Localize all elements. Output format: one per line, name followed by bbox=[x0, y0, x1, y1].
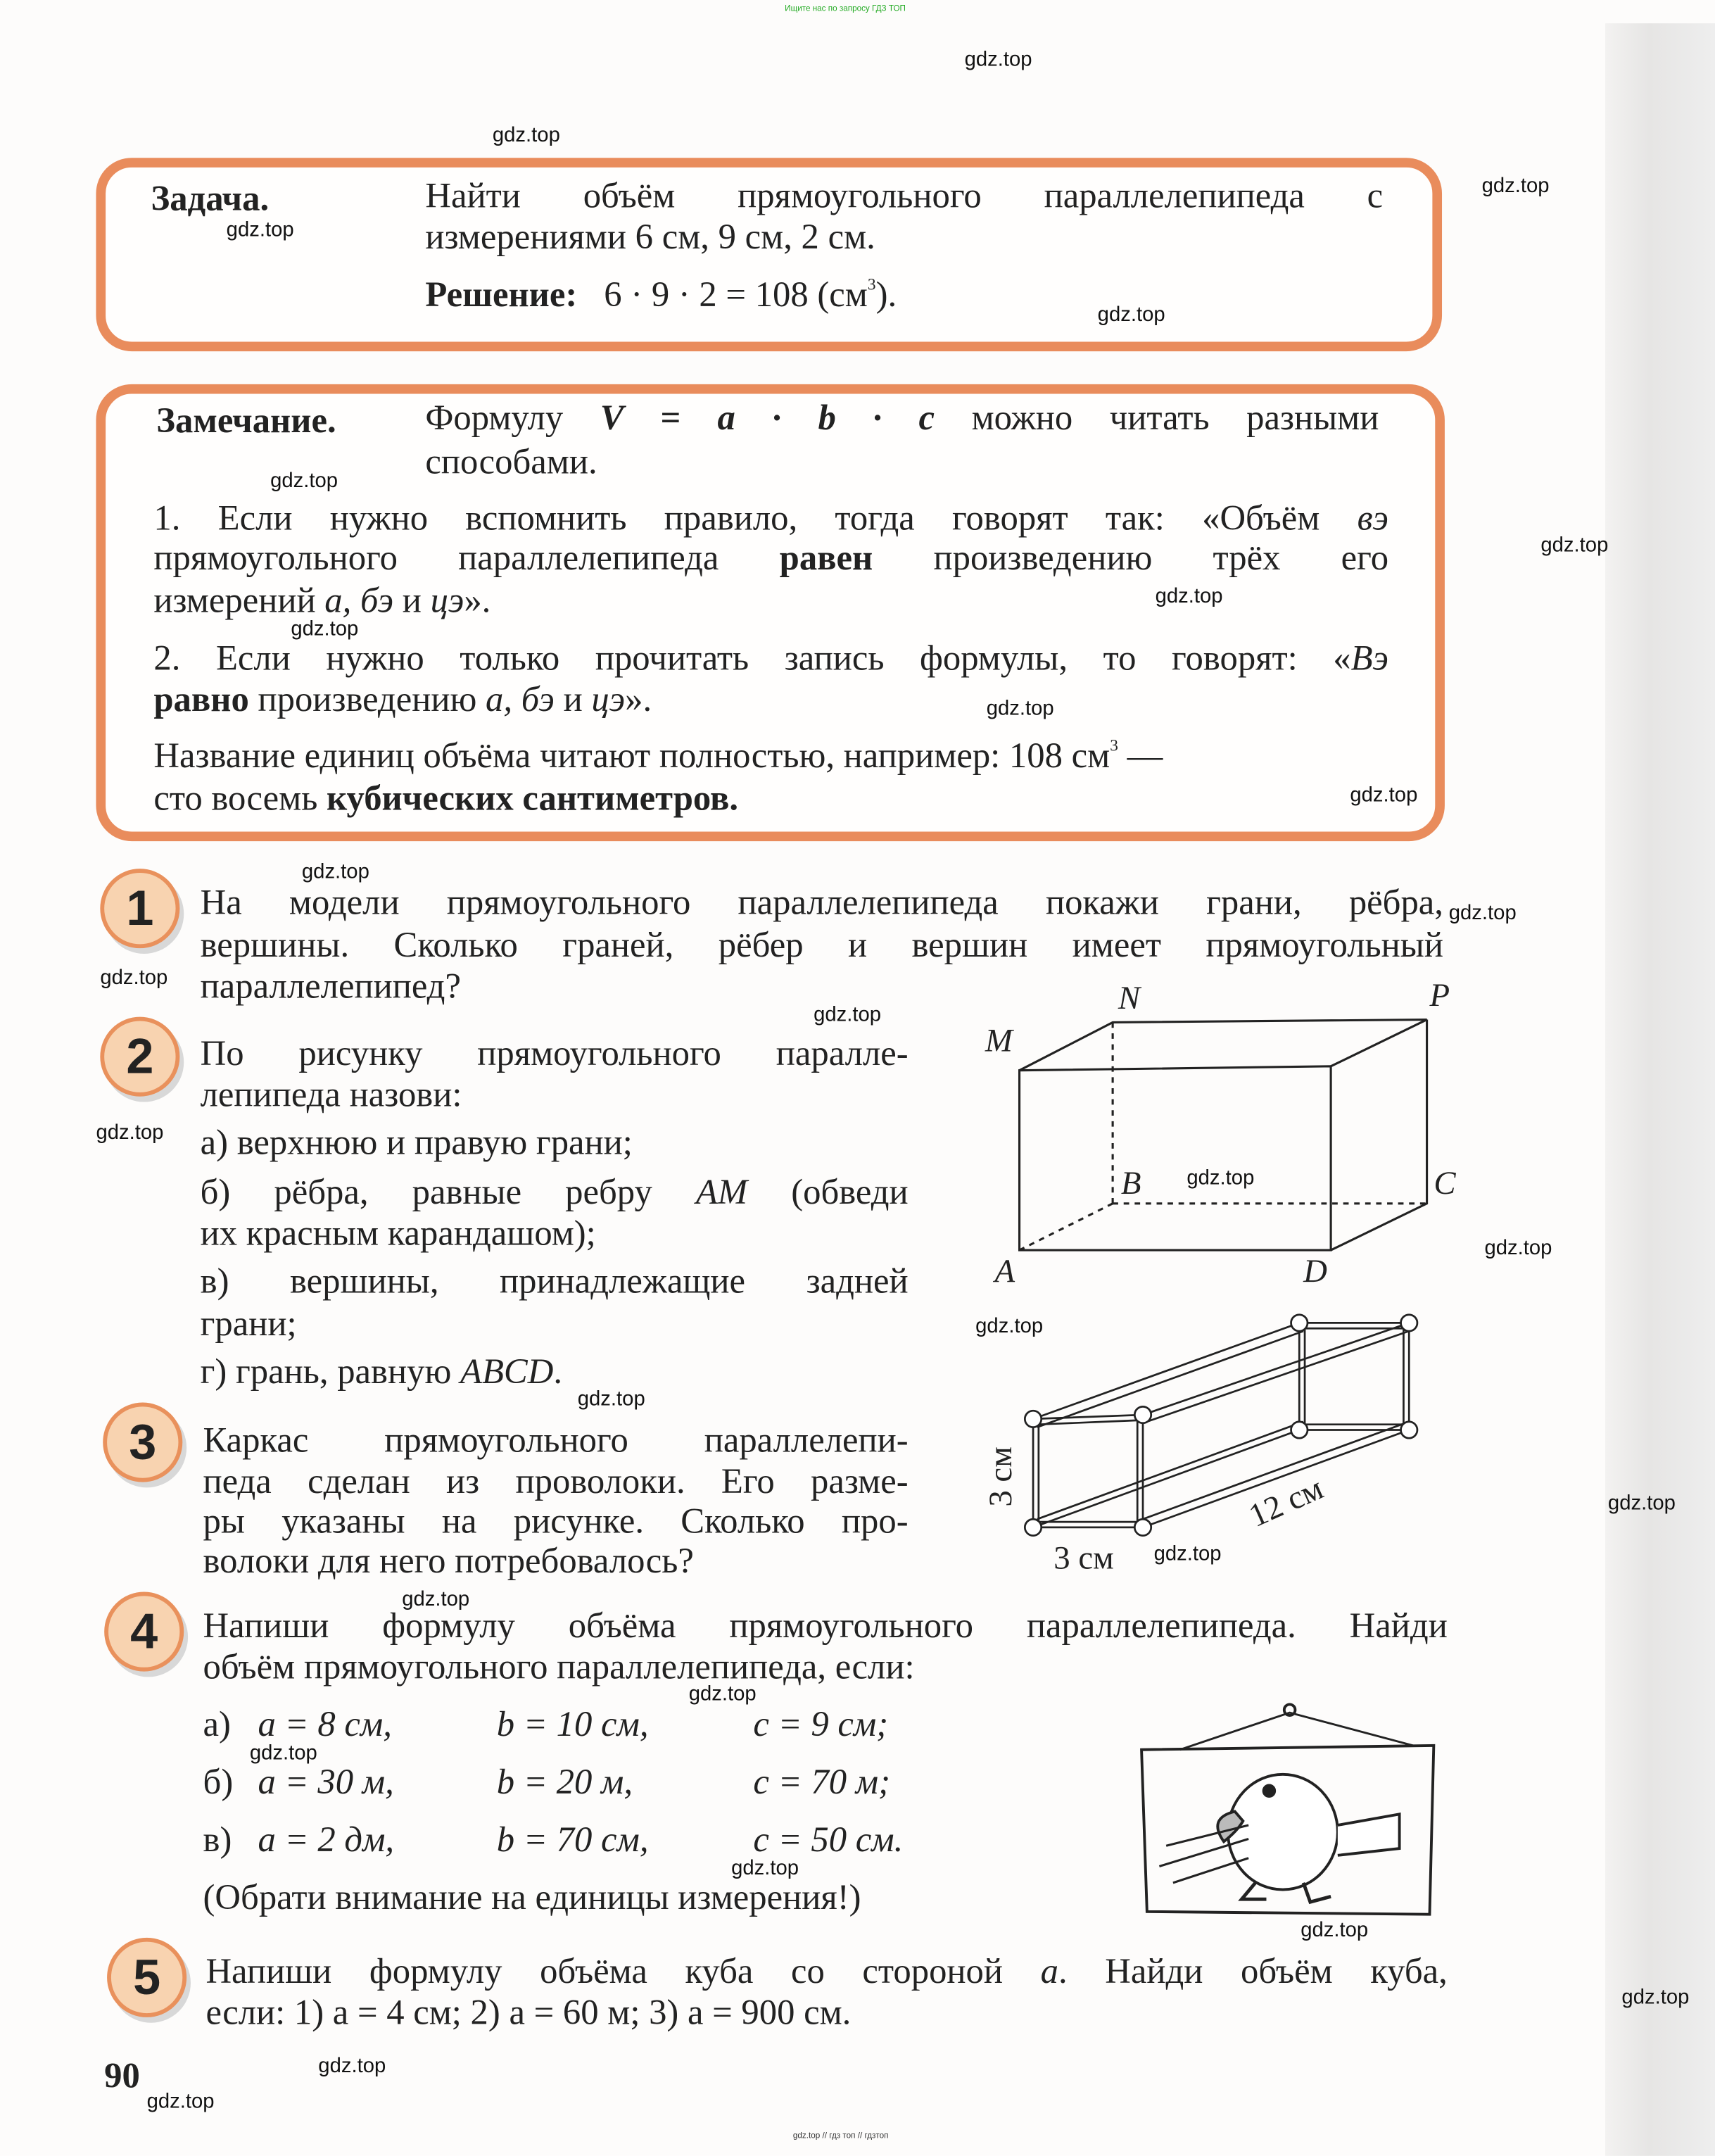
vertex-label-d: D bbox=[1303, 1252, 1327, 1290]
vertex-label-n: N bbox=[1118, 979, 1141, 1016]
footer-note: gdz.top // гдз топ // гдзтоп bbox=[792, 2132, 889, 2141]
p2-text: ». bbox=[625, 679, 652, 719]
p1-text: и bbox=[402, 580, 422, 621]
solution-text: 6 · 9 · 2 = 108 (см bbox=[604, 274, 868, 315]
watermark: gdz.top bbox=[577, 1387, 645, 1411]
watermark: gdz.top bbox=[1484, 1236, 1552, 1260]
page-number: 90 bbox=[104, 2055, 140, 2096]
task-line-1: Найти объём прямоугольного параллелепипеда с bbox=[425, 175, 1384, 216]
face-name: ABCD bbox=[460, 1351, 554, 1392]
watermark: gdz.top bbox=[146, 2090, 215, 2114]
front-face bbox=[1020, 1066, 1331, 1250]
watermark: gdz.top bbox=[1186, 1166, 1255, 1190]
exercise-4-line: объём прямоугольного параллелепипеда, если: bbox=[203, 1646, 915, 1687]
watermark: gdz.top bbox=[301, 860, 369, 884]
units-sup: 3 bbox=[1110, 735, 1118, 755]
task-label: Задача. bbox=[151, 178, 270, 218]
vertex-label-b: B bbox=[1120, 1165, 1141, 1202]
hidden-edges bbox=[1020, 1022, 1427, 1250]
watermark: gdz.top bbox=[731, 1856, 799, 1880]
item-label: в) bbox=[203, 1820, 232, 1860]
p1-italic: цэ bbox=[430, 580, 464, 621]
item-text: (обведи bbox=[791, 1171, 909, 1212]
frame-height-label: 3 см bbox=[982, 1446, 1019, 1507]
watermark: gdz.top bbox=[1153, 1542, 1222, 1566]
wire-edges bbox=[1033, 1323, 1409, 1527]
watermark: gdz.top bbox=[402, 1587, 470, 1611]
task-line-2: измерениями 6 см, 9 см, 2 см. bbox=[425, 217, 875, 257]
p2-italic: цэ bbox=[591, 679, 626, 719]
remark-label: Замечание. bbox=[156, 401, 336, 441]
watermark: gdz.top bbox=[100, 966, 168, 990]
bird-body bbox=[1228, 1774, 1338, 1890]
vertex-label-p: P bbox=[1429, 977, 1450, 1014]
watermark: gdz.top bbox=[1607, 1492, 1676, 1515]
watermark: gdz.top bbox=[1097, 303, 1165, 327]
watermark: gdz.top bbox=[688, 1682, 757, 1706]
vertex-label-c: C bbox=[1434, 1165, 1456, 1202]
units-text: Название единиц объёма читают полностью, например: 108 см bbox=[153, 735, 1110, 776]
formula: V = a · b · c bbox=[600, 398, 935, 438]
right-back-edges bbox=[1331, 1020, 1426, 1251]
item-text: г) грань, равную bbox=[200, 1351, 452, 1392]
p1-ve: вэ bbox=[1357, 498, 1388, 538]
p2-text: произведению bbox=[258, 679, 477, 719]
formula-post: можно читать разными bbox=[971, 398, 1379, 438]
exercise-5-line-2: если: 1) a = 4 см; 2) a = 60 м; 3) a = 900 см. bbox=[205, 1992, 852, 2033]
frame-length-label: 12 см bbox=[1243, 1470, 1329, 1534]
watermark: gdz.top bbox=[1155, 584, 1223, 608]
p1-text: измерений bbox=[153, 580, 316, 621]
exercise-number-2: 2 bbox=[100, 1017, 179, 1097]
p1-text: прямоугольного параллелепипеда bbox=[153, 538, 719, 578]
exercise-4-line: Напиши формулу объёма прямоугольного параллелепипеда. Найди bbox=[203, 1606, 1448, 1646]
watermark: gdz.top bbox=[492, 123, 560, 147]
p2-italic: а, бэ bbox=[486, 679, 555, 719]
watermark: gdz.top bbox=[291, 617, 359, 641]
p2-bold: равно bbox=[153, 679, 249, 719]
watermark: gdz.top bbox=[1301, 1918, 1369, 1942]
watermark: gdz.top bbox=[318, 2054, 386, 2078]
exercise-1-line: На модели прямоугольного параллелепипеда покажи грани, рёбра, bbox=[200, 882, 1443, 923]
exercise-2-item-a: а) верхнюю и правую грани; bbox=[200, 1122, 633, 1163]
watermark: gdz.top bbox=[1448, 901, 1517, 926]
watermark: gdz.top bbox=[226, 218, 294, 242]
watermark: gdz.top bbox=[96, 1121, 164, 1145]
item-c-value: c = 9 см; bbox=[753, 1704, 889, 1744]
item-c-value: c = 70 м; bbox=[753, 1762, 890, 1802]
item-a-value: a = 2 дм, bbox=[258, 1820, 395, 1860]
exercise-number-1: 1 bbox=[100, 869, 179, 948]
exercise-1-line: параллелепипед? bbox=[200, 966, 461, 1007]
exercise-4-note: (Обрати внимание на единицы измерения!) bbox=[203, 1877, 861, 1917]
header-note: Ищите нас по запросу ГДЗ ТОП bbox=[785, 5, 906, 14]
exercise-number-4: 4 bbox=[104, 1592, 184, 1672]
vertex-label-a: A bbox=[994, 1252, 1015, 1290]
exercise-2-line: грани; bbox=[200, 1304, 297, 1344]
wire-frame-figure bbox=[1025, 1315, 1417, 1536]
solution-end: ). bbox=[875, 274, 897, 315]
top-back-edges bbox=[1020, 1020, 1427, 1071]
watermark: gdz.top bbox=[249, 1741, 317, 1765]
ex5-var: a bbox=[1040, 1951, 1058, 1991]
vertex-label-m: M bbox=[985, 1022, 1013, 1059]
frame-width-label: 3 см bbox=[1053, 1539, 1114, 1577]
item-b-value: b = 10 см, bbox=[496, 1704, 649, 1744]
watermark: gdz.top bbox=[964, 48, 1032, 72]
p1-text: ». bbox=[464, 580, 491, 621]
units-bold: кубических сантиметров. bbox=[327, 778, 739, 818]
formula-pre: Формулу bbox=[425, 398, 564, 438]
exercise-number-5: 5 bbox=[107, 1938, 186, 2017]
watermark: gdz.top bbox=[1481, 174, 1550, 198]
units-dash: — bbox=[1118, 735, 1163, 776]
watermark: gdz.top bbox=[1540, 534, 1609, 557]
exercise-2-line: их красным карандашом); bbox=[200, 1213, 596, 1253]
item-label: б) bbox=[203, 1762, 234, 1802]
item-text: . bbox=[553, 1351, 563, 1392]
exercise-3-line: педа сделан из проволоки. Его разме- bbox=[203, 1461, 909, 1501]
ex5-text: Напиши формулу объёма куба со стороной bbox=[205, 1951, 1004, 1991]
item-text: б) рёбра, равные ребру bbox=[200, 1171, 652, 1212]
exercise-3-line: волоки для него потребовалось? bbox=[203, 1541, 694, 1581]
units-text: сто восемь bbox=[153, 778, 318, 818]
exercise-3-line: Каркас прямоугольного параллелепи- bbox=[203, 1420, 909, 1461]
bird-picture bbox=[1141, 1704, 1434, 1914]
item-label: а) bbox=[203, 1704, 231, 1744]
ex5-text: . Найди объём куба, bbox=[1058, 1951, 1448, 1991]
p1-text: 1. Если нужно вспомнить правило, тогда говорят так: «Объём bbox=[153, 498, 1320, 538]
p1-italic: а, бэ bbox=[324, 580, 394, 621]
exercise-2-line: лепипеда назови: bbox=[200, 1074, 462, 1115]
exercise-number-3: 3 bbox=[103, 1402, 182, 1482]
p1-bold: равен bbox=[779, 538, 873, 578]
watermark: gdz.top bbox=[1350, 783, 1418, 807]
exercise-3-line: ры указаны на рисунке. Сколько про- bbox=[203, 1501, 909, 1542]
parallelepiped-figure bbox=[1020, 1020, 1427, 1251]
exercise-1-line: вершины. Сколько граней, рёбер и вершин имеет прямоугольный bbox=[200, 925, 1443, 965]
exercise-2-item-c: в) вершины, принадлежащие задней bbox=[200, 1261, 909, 1301]
item-b-value: b = 20 м, bbox=[496, 1762, 633, 1802]
edge-name: AM bbox=[695, 1171, 748, 1212]
solution-sup: 3 bbox=[867, 274, 876, 294]
p2-text: 2. Если нужно только прочитать запись формулы, то говорят: « bbox=[153, 638, 1351, 679]
item-a-value: a = 30 м, bbox=[258, 1762, 394, 1802]
exercise-2-line: По рисунку прямоугольного паралле- bbox=[200, 1033, 909, 1073]
solution-label: Решение: bbox=[425, 274, 578, 315]
p2-italic: Вэ bbox=[1350, 638, 1388, 679]
remark-line-2: способами. bbox=[425, 441, 597, 482]
watermark: gdz.top bbox=[986, 697, 1054, 721]
item-b-value: b = 70 см, bbox=[496, 1820, 649, 1860]
watermark: gdz.top bbox=[1621, 1986, 1690, 2010]
watermark: gdz.top bbox=[975, 1314, 1044, 1338]
watermark: gdz.top bbox=[270, 469, 338, 493]
item-a-value: a = 8 см, bbox=[258, 1704, 392, 1744]
item-c-value: c = 50 см. bbox=[753, 1820, 904, 1860]
p2-text: и bbox=[563, 679, 583, 719]
p1-text: произведению трёх его bbox=[933, 538, 1388, 578]
watermark: gdz.top bbox=[814, 1003, 882, 1027]
